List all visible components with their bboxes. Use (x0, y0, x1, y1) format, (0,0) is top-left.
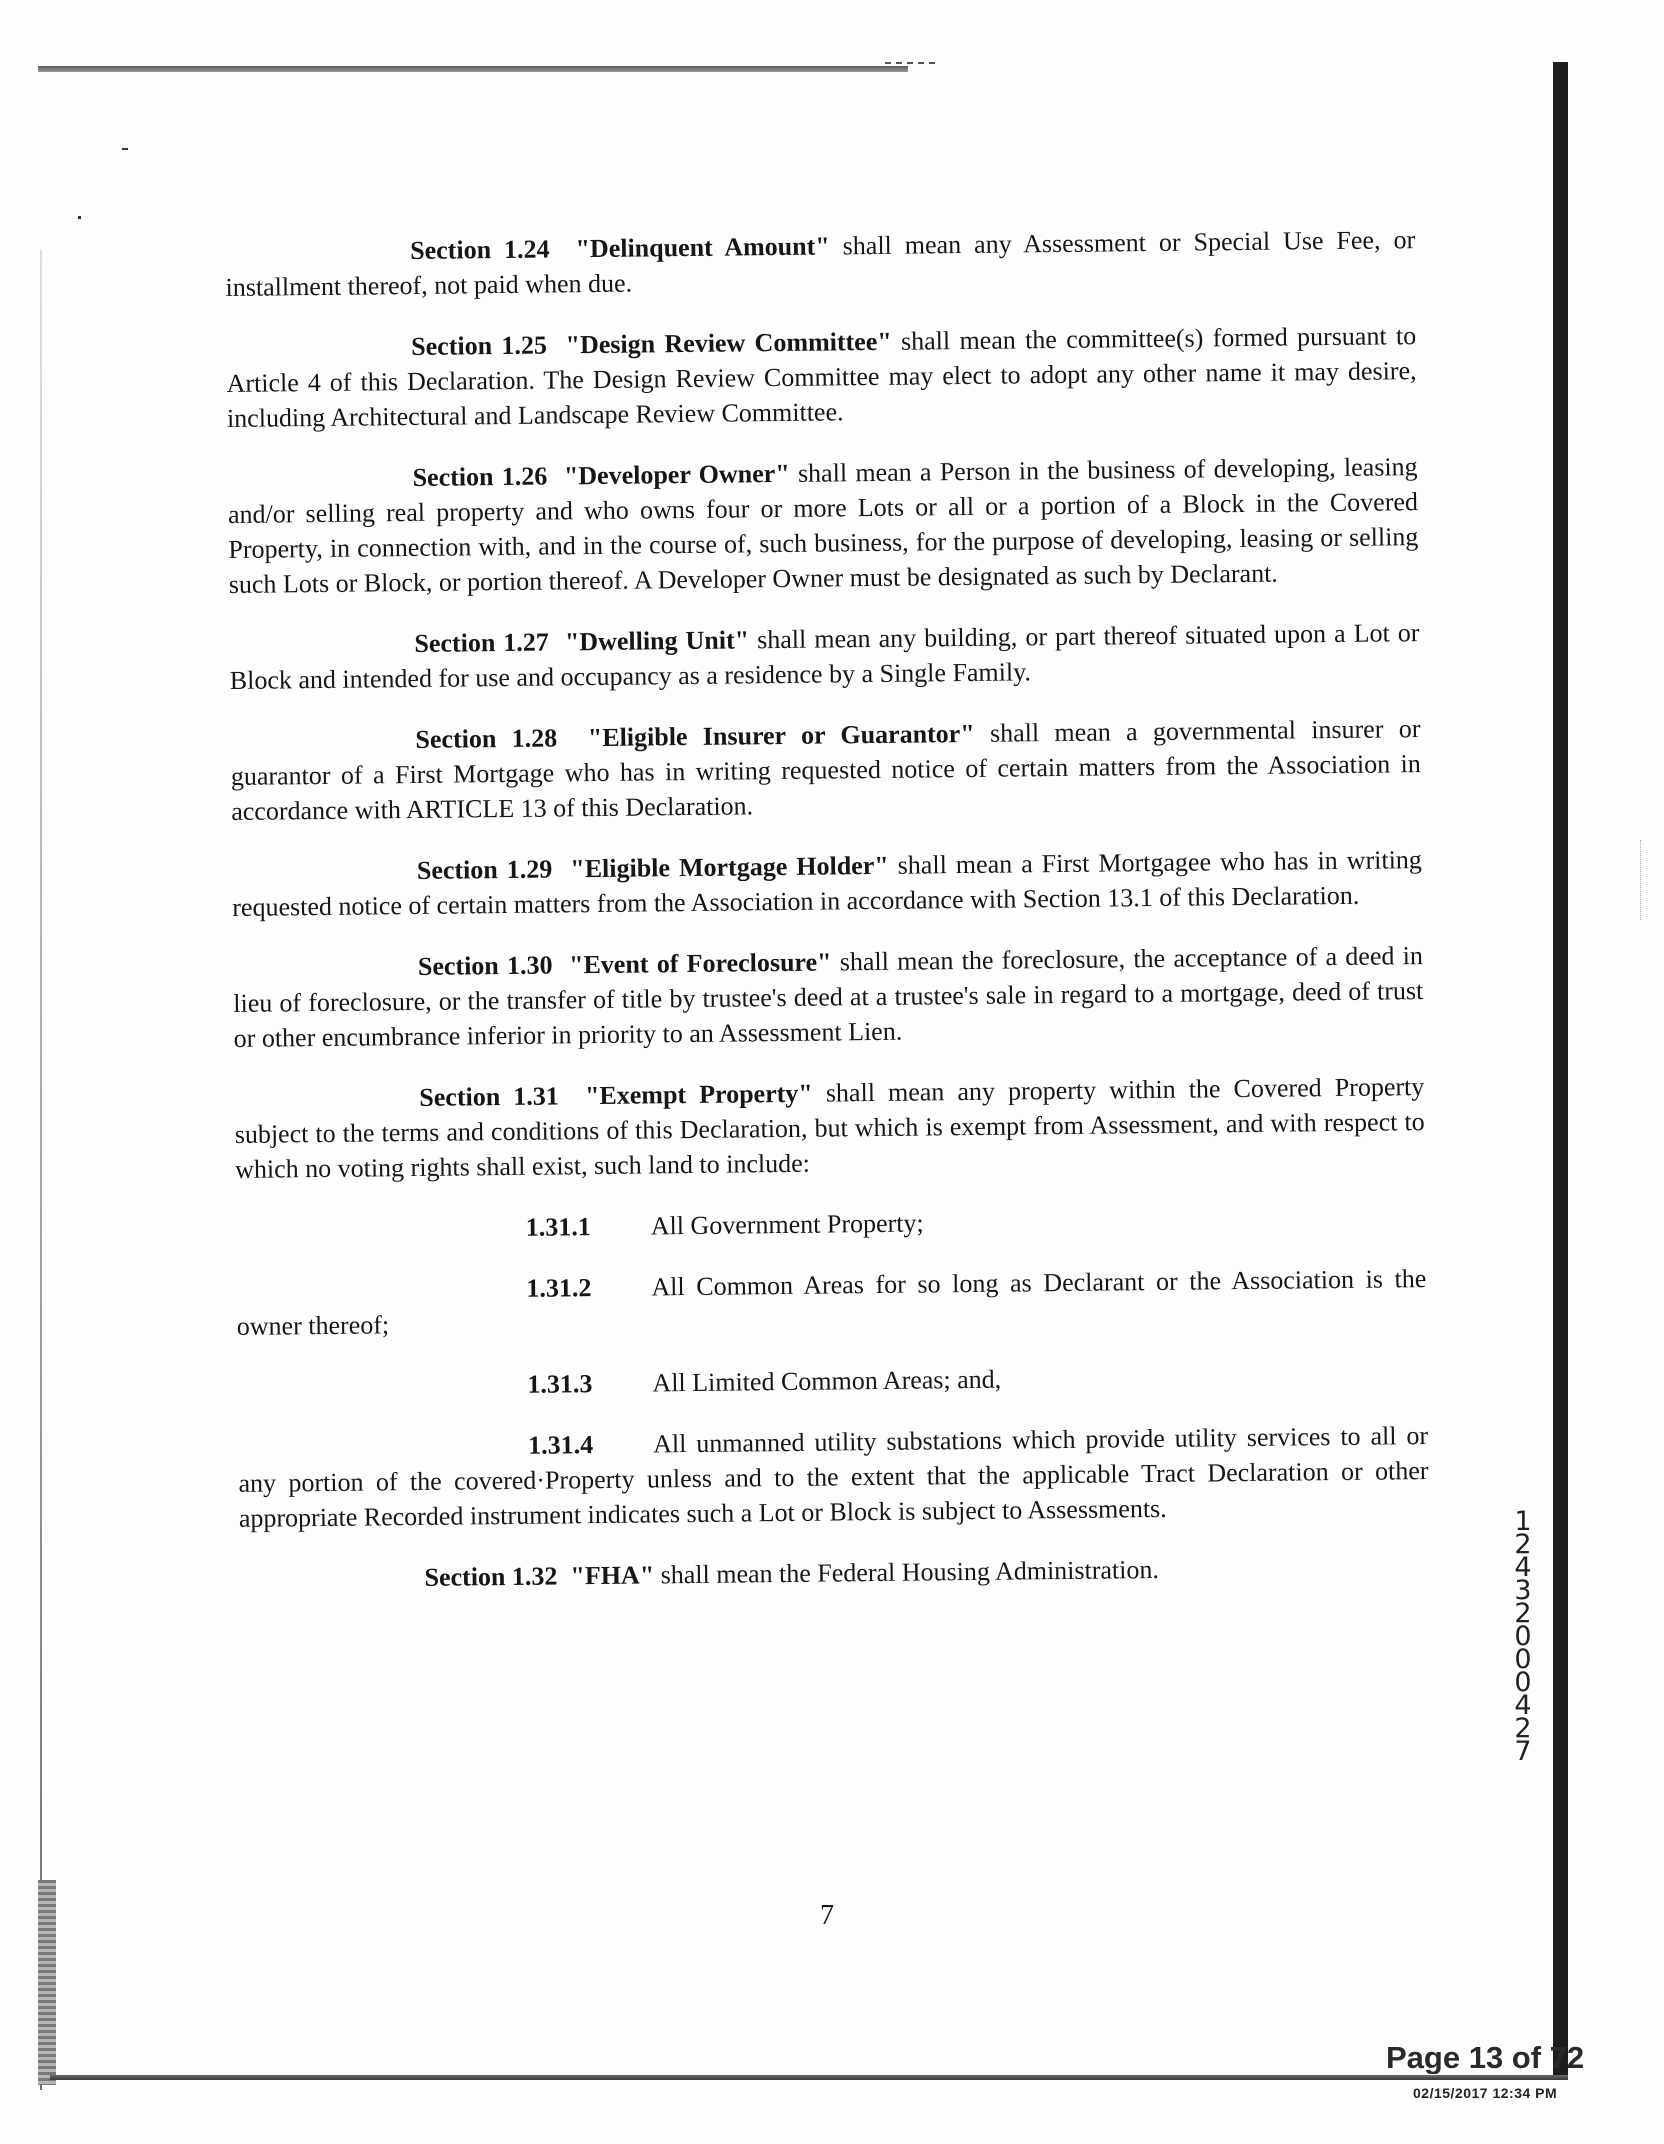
document-body (225, 222, 1430, 1623)
scan-right-faint-mark (1640, 840, 1642, 920)
defined-term: "Eligible Mortgage Holder" (570, 850, 889, 884)
defined-term: "Exempt Property" (584, 1078, 813, 1111)
section-number: Section 1.28 (415, 723, 558, 754)
subsection-item (237, 1357, 1427, 1405)
section-text: shall mean the Federal Housing Administration. (660, 1554, 1160, 1590)
section-paragraph (227, 449, 1418, 602)
scan-speck (122, 148, 128, 150)
section-text: shall mean any building, or part thereof situated upon a Lot or Block and intended for use and occupancy as a residence by a Single Family. (229, 618, 1420, 695)
section-text: shall mean a First Mortgagee who has in writing requested notice of certain matters from the Association in accordance with Section 13.1 of this Declaration. (232, 845, 1422, 922)
defined-term: "Delinquent Amount" (575, 231, 830, 264)
section-number: Section 1.25 (411, 330, 548, 361)
section-paragraph (225, 222, 1416, 305)
section-number: Section 1.27 (414, 627, 549, 658)
section-paragraph (229, 615, 1420, 698)
section-paragraph (232, 842, 1423, 925)
section-text: shall mean any property within the Covered Property subject to the terms and conditions of this Declaration, but which is exempt from Assessment, and with respect to which no voting rights shall exist, such land to include: (234, 1072, 1425, 1184)
defined-term: "FHA" (570, 1560, 655, 1591)
scan-speck (78, 216, 81, 219)
section-text: shall mean the foreclosure, the acceptance of a deed in lieu of foreclosure, or the transfer of title by trustee's deed at a trustee's sale in regard to a mortgage, deed of trust or other encumbrance inferior in priority to an Assessment Lien. (233, 941, 1424, 1053)
scan-top-rule (38, 66, 908, 72)
section-number: Section 1.32 (424, 1561, 558, 1592)
section-paragraph (239, 1549, 1429, 1597)
print-timestamp: 02/15/2017 12:34 PM (1413, 2085, 1558, 2101)
defined-term: "Design Review Committee" (565, 326, 892, 360)
section-number: Section 1.31 (419, 1081, 559, 1112)
section-text: shall mean the committee(s) formed pursuant to Article 4 of this Declaration. The Design Review Committee may elect to adopt any other name it may desire, including Architectural and Landscape Review Committee. (226, 321, 1417, 433)
section-number: Section 1.24 (410, 234, 550, 265)
section-text: shall mean a Person in the business of developing, leasing and/or selling real property and who owns four or more Lots or all or a portion of a Block in the Covered Property, in connection with, and in the course of, such business, for the purpose of developing, leasing or selling such Lots or Block, or portion thereof. A Developer Owner must be designated as such by Declarant. (227, 452, 1419, 599)
section-paragraph (233, 938, 1424, 1056)
scan-bottom-rule (50, 2075, 1568, 2080)
subsection-number: 1.31.3 (527, 1369, 593, 1399)
scan-right-edge-bar (1553, 62, 1568, 2077)
defined-term: "Event of Foreclosure" (568, 947, 832, 980)
page-number: 7 (820, 1900, 834, 1931)
section-number: Section 1.29 (416, 854, 553, 885)
page-count-label: Page 13 of 72 (1386, 2040, 1585, 2074)
scan-left-edge-dark (38, 1880, 56, 2085)
section-text: shall mean a governmental insurer or guarantor of a First Mortgage who has in writing requested notice of certain matters from the Association in accordance with ARTICLE 13 of this Declaration. (230, 714, 1421, 826)
recording-number-stamp: 124320 00427 (1514, 1506, 1532, 1767)
section-number: Section 1.26 (412, 461, 548, 492)
section-paragraph (230, 711, 1421, 829)
section-paragraph (234, 1069, 1425, 1187)
subsection-item (236, 1200, 1426, 1248)
subsection-item (236, 1261, 1427, 1344)
subsection-number: 1.31.1 (525, 1212, 591, 1242)
section-text: shall mean any Assessment or Special Use Fee, or installment thereof, not paid when due. (225, 225, 1416, 302)
subsection-text: All Limited Common Areas; and, (652, 1364, 1002, 1398)
subsection-number: 1.31.2 (526, 1273, 592, 1303)
subsection-item (238, 1418, 1429, 1536)
section-paragraph (226, 318, 1417, 436)
defined-term: "Dwelling Unit" (564, 625, 750, 657)
subsection-text: All unmanned utility substations which provide utility services to all or any portion of the covered·Property unless and to the extent that the applicable Tract Declaration or other appropriate Recorded instrument indicates such a Lot or Block is subject to Assessments. (238, 1421, 1429, 1533)
scan-top-dash (885, 62, 935, 66)
scan-left-edge (40, 250, 42, 2090)
subsection-text: All Common Areas for so long as Declarant or the Association is the owner thereof; (236, 1264, 1427, 1341)
defined-term: "Eligible Insurer or Guarantor" (587, 718, 975, 753)
subsection-number: 1.31.4 (527, 1430, 594, 1460)
section-number: Section 1.30 (417, 950, 553, 981)
subsection-text: All Government Property; (650, 1208, 924, 1241)
defined-term: "Developer Owner" (563, 458, 790, 491)
